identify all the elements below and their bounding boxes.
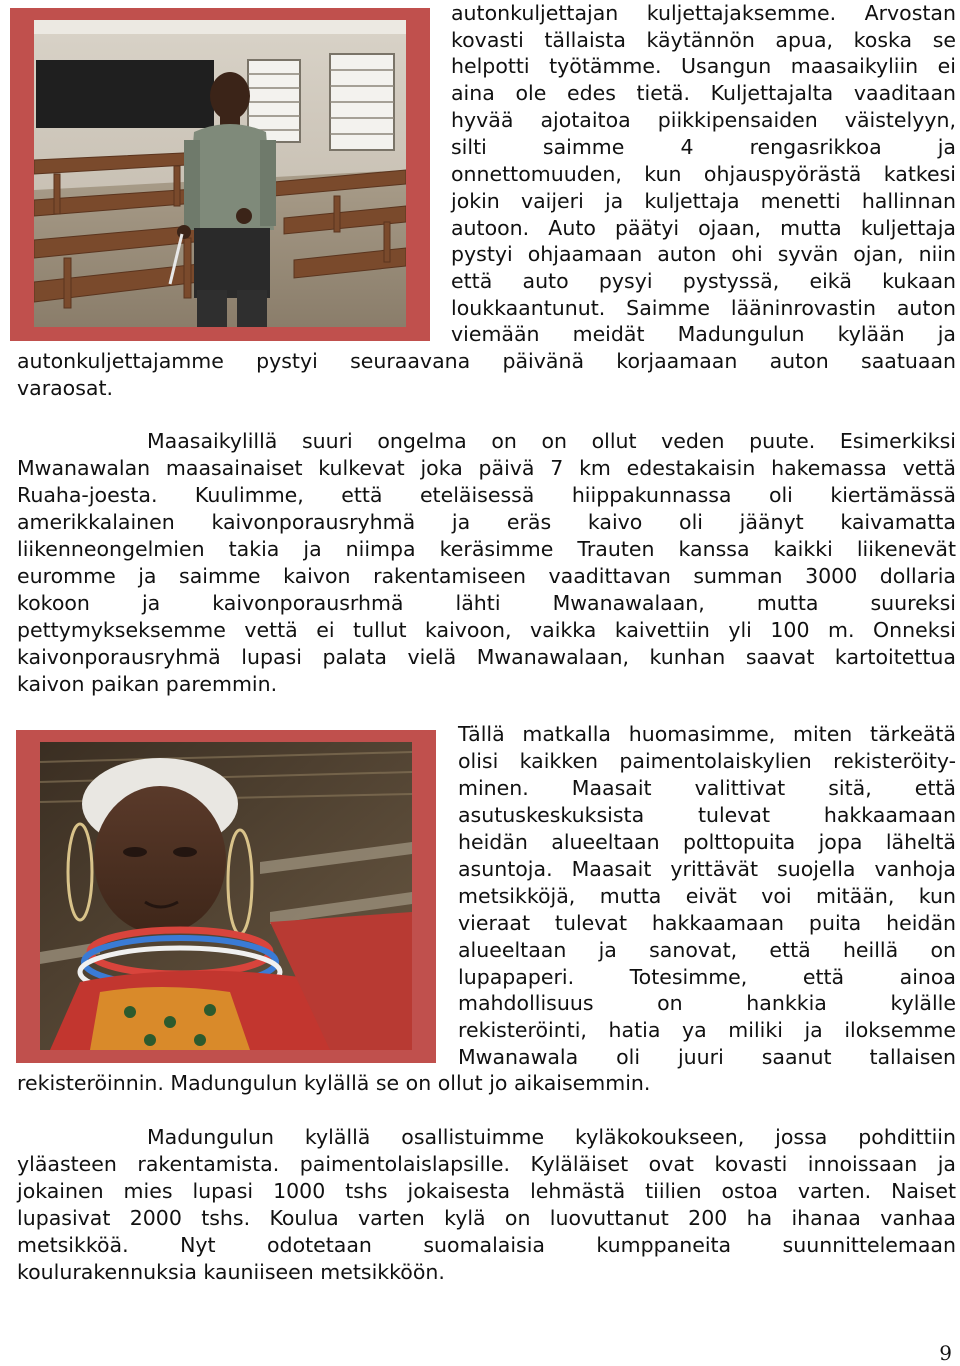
text-line: autonkuljettajan kuljettajaksemme. Arvostan <box>451 1 956 25</box>
text-line: rekisteröinnin. Madungulun kylällä se on ollut jo aikaisemmin. <box>17 1071 651 1095</box>
text-line: mahdollisuus on hankkia kylälle <box>458 991 956 1015</box>
text-line: Tällä matkalla huomasimme, miten tärkeätä <box>458 722 956 746</box>
text-line: loukkaantunut. Saimme lääninrovastin auton <box>451 296 956 320</box>
text-line: autonkuljettajamme pystyi seuraavana päivänä korjaamaan auton saatuaan <box>17 349 956 373</box>
text-line: että auto pysyi pystyssä, eikä kukaan <box>451 269 956 293</box>
text-line: Madungulun kylällä osallistuimme kyläkokoukseen, jossa pohdittiin <box>147 1125 956 1149</box>
text-line: pettymykseksemme vettä ei tullut kaivoon, vaikka kaivettiin yli 100 m. Onneksi <box>17 618 956 642</box>
text-line: hyvää ajotaitoa piikkipensaiden väistelyyn, <box>451 108 956 132</box>
text-line: viemään meidät Madungulun kylään ja <box>451 322 956 346</box>
text-line: Mwanawala oli juuri saanut tallaisen <box>458 1045 956 1069</box>
text-line: euromme ja saimme kaivon rakentamiseen vaadittavan summan 3000 dollaria <box>17 564 956 588</box>
text-line: olisi kaikken paimentolaiskylien rekisteröity- <box>458 749 956 773</box>
page-number: 9 <box>939 1341 952 1365</box>
text-line: Mwanawalan maasainaiset kulkevat joka päivä 7 km edestakaisin hakemassa vettä <box>17 456 956 480</box>
classroom-photo <box>34 20 406 327</box>
text-line: metsikköä. Nyt odotetaan suomalaisia kumppaneita suunnittelemaan <box>17 1233 956 1257</box>
text-line: jokin vaijeri ja kuljettaja menetti hallinnan <box>451 189 956 213</box>
text-line: kovasti tällaista käytännön apua, koska se <box>451 28 956 52</box>
text-line: rekisteröinti, hatia ya miliki ja iloksemme <box>458 1018 956 1042</box>
text-line: silti saimme 4 rengasrikkoa ja <box>451 135 956 159</box>
text-line: koulurakennuksia kauniiseen metsikköön. <box>17 1260 445 1284</box>
text-line: lupapaperi. Totesimme, että ainoa <box>458 965 956 989</box>
text-line: asuntoja. Maasait yrittävät suojella vanhoja <box>458 857 956 881</box>
text-line: kokoon ja kaivonporausrhmä lähti Mwanawalaan, mutta suureksi <box>17 591 956 615</box>
text-line: kaivon paikan paremmin. <box>17 672 278 696</box>
text-line: liikenneongelmien takia ja niimpa keräsimme Trauten kanssa kaikki liikenevät <box>17 537 956 561</box>
text-line: metsikköjä, mutta eivät voi mitään, kun <box>458 884 956 908</box>
text-line: pystyi ohjaamaan auton ohi syvän ojan, niin <box>451 242 956 266</box>
text-line: minen. Maasait valittivat sitä, että <box>458 776 956 800</box>
text-line: Maasaikylillä suuri ongelma on on ollut veden puute. Esimerkiksi <box>147 429 956 453</box>
text-line: heidän alueeltaan polttopuita jopa läheltä <box>458 830 956 854</box>
text-line: aina ole edes tietä. Kuljettajalta vaaditaan <box>451 81 956 105</box>
elder-photo <box>40 742 412 1050</box>
text-line: amerikkalainen kaivonporausryhmä ja eräs kaivo oli jäänyt kaivamatta <box>17 510 956 534</box>
text-line: Ruaha-joesta. Kuulimme, että eteläisessä hiippakunnassa oli kiertämässä <box>17 483 956 507</box>
text-line: varaosat. <box>17 376 114 400</box>
text-line: jokainen mies lupasi 1000 tshs jokaisesta lehmästä tiilien ostoa varten. Naiset <box>17 1179 956 1203</box>
text-line: alueeltaan ja sanovat, että heillä on <box>458 938 956 962</box>
text-line: helpotti työtämme. Usangun maasaikyliin ei <box>451 54 956 78</box>
text-line: asutuskeskuksista tulevat hakkaamaan <box>458 803 956 827</box>
text-line: lupasivat 2000 tshs. Koulua varten kylä on luovuttanut 200 ha ihanaa vanhaa <box>17 1206 956 1230</box>
text-line: onnettomuuden, kun ohjauspyörästä katkesi <box>451 162 956 186</box>
text-line: autoon. Auto päätyi ojaan, mutta kuljettaja <box>451 216 956 240</box>
text-line: yläasteen rakentamista. paimentolaislapsille. Kyläläiset ovat kovasti innoissaan ja <box>17 1152 956 1176</box>
text-line: kaivonporausryhmä lupasi palata vielä Mwanawalaan, kunhan saavat kartoitettua <box>17 645 956 669</box>
text-line: vieraat tulevat hakkaamaan puita heidän <box>458 911 956 935</box>
